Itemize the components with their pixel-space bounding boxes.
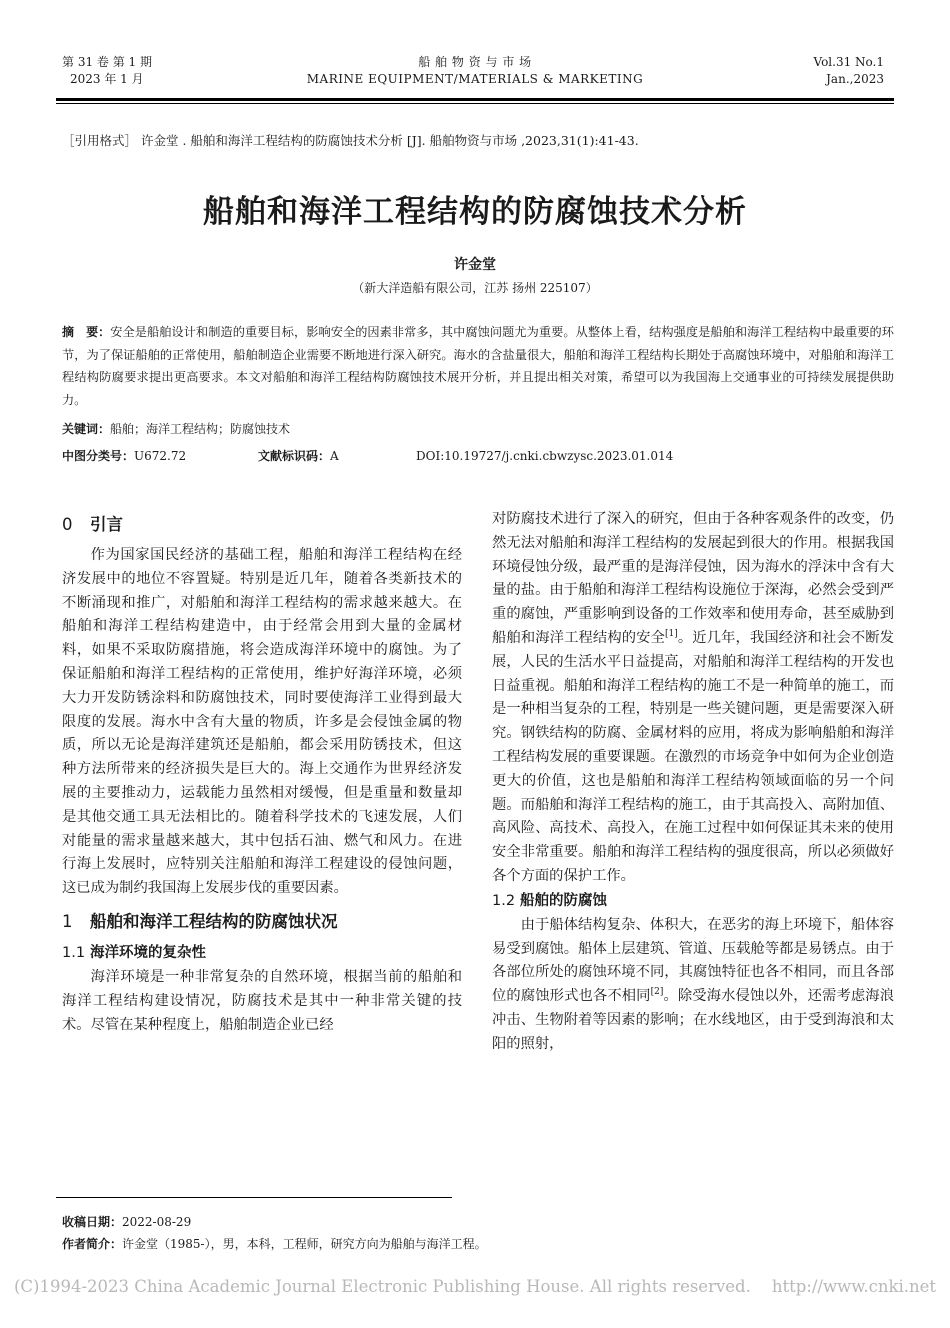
- citation-text: 许金堂 . 船舶和海洋工程结构的防腐蚀技术分析 [J]. 船舶物资与市场 ,2023,31(1):41-43.: [141, 133, 639, 148]
- author-bio: [62, 1235, 487, 1252]
- issue-date: 2023 年 1 月: [70, 72, 144, 86]
- author-name: 许金堂: [454, 257, 496, 273]
- received-date: [62, 1213, 191, 1230]
- journal-name-cn: 船 舶 物 资 与 市 场: [418, 55, 532, 69]
- section-1-1-heading: [62, 941, 462, 966]
- section-1-2-title: 船舶的防腐蚀: [520, 892, 607, 909]
- section-1-1-title: 海洋环境的复杂性: [90, 944, 206, 961]
- journal-name: [0, 54, 950, 88]
- section-1-1-number: 1.1: [62, 944, 86, 961]
- section-1-heading: [62, 907, 462, 937]
- footnote-rule: [56, 1197, 452, 1198]
- doc-code-value: A: [330, 449, 339, 463]
- doc-code-label: 文献标识码：: [258, 449, 331, 463]
- section-1-2-text-b: 。除受海水侵蚀以外，还需考虑海浪冲击、生物附着等因素的影响；在水线地区，由于受到海浪和太阳的照射，: [492, 988, 895, 1052]
- abstract: [62, 321, 894, 411]
- continued-text-b: 。近几年，我国经济和社会不断发展，人民的生活水平日益提高，对船舶和海洋工程结构的开发也日益重视。船舶和海洋工程结构的施工不是一种简单的施工，而是一种相当复杂的工程，特别是一些关键问题，更是需要深入研究。钢铁结构的防腐、金属材料的应用，将成为影响船舶和海洋工程结构发展的重要课题。在激烈的市场竞争中如何为企业创造更大的价值，这也是船舶和海洋工程结构领域面临的另一个问题。而船舶和海洋工程结构的施工，由于其高投入、高附加值、高风险、高技术、高投入，在施工过程中如何保证其未来的使用安全非常重要。船舶和海洋工程结构的强度很高，所以必须做好各个方面的保护工作。: [492, 629, 894, 884]
- journal-name-en: MARINE EQUIPMENT/MATERIALS & MARKETING: [306, 72, 644, 86]
- clc-label: 中图分类号：: [62, 449, 135, 463]
- copyright-watermark: (C)1994-2023 China Academic Journal Electronic Publishing House. All rights reserved. http://www.cnki.net: [13, 1277, 937, 1296]
- keywords-label: 关键词：: [62, 422, 111, 436]
- section-0-heading: [62, 510, 462, 540]
- abstract-label: 摘 要：: [62, 325, 111, 339]
- section-1-2-number: 1.2: [492, 892, 516, 909]
- keywords-text: 船舶；海洋工程结构；防腐蚀技术: [110, 422, 291, 436]
- section-1-2-heading: [492, 889, 894, 914]
- citation-format: [62, 131, 639, 149]
- paper-title: 船舶和海洋工程结构的防腐蚀技术分析: [203, 194, 747, 230]
- author-bio-value: 许金堂（1985-），男，本科，工程师，研究方向为船舶与海洋工程。: [122, 1237, 487, 1251]
- author-affiliation: （新大洋造船有限公司，江苏 扬州 225107）: [352, 281, 598, 295]
- abstract-text: 安全是船舶设计和制造的重要目标，影响安全的因素非常多，其中腐蚀问题尤为重要。从整体上看，结构强度是船舶和海洋工程结构中最重要的环节，为了保证船舶的正常使用，船舶制造企业需要不断地进行深入研究。海水的含盐量很大，船舶和海洋工程结构长期处于高腐蚀环境中，对船舶和海洋工程结构防腐要求提出更高要求。本文对船舶和海洋工程结构防腐蚀技术展开分析，并且提出相关对策，希望可以为我国海上交通事业的可持续发展提供助力。: [62, 325, 894, 407]
- header-rule-thick: [56, 98, 894, 101]
- section-0-paragraph: 作为国家国民经济的基础工程，船舶和海洋工程结构在经济发展中的地位不容置疑。特别是近几年，随着各类新技术的不断涌现和推广，对船舶和海洋工程结构的需求越来越大。在船舶和海洋工程结构建造中，由于经常会用到大量的金属材料，如果不采取防腐措施，将会造成海洋环境中的腐蚀。为了保证船舶和海洋工程结构的正常使用，维护好海洋环境，必须大力开发防锈涂料和防腐蚀技术，同时要使海洋工业得到最大限度的发展。海水中含有大量的物质，许多是会侵蚀金属的物质，所以无论是海洋建筑还是船舶，都会采用防锈技术，但这种方法所带来的经济损失是巨大的。海上交通作为世界经济发展的主要推动力，运载能力虽然相对缓慢，但是重量和数量却是其他交通工具无法相比的。随着科学技术的飞速发展，人们对能量的需求量越来越大，其中包括石油、燃气和风力。在进行海上发展时，应特别关注船舶和海洋工程建设的侵蚀问题，这已成为制约我国海上发展步伐的重要因素。: [62, 547, 462, 897]
- reference-1: [1]: [665, 629, 678, 640]
- doi: DOI:10.19727/j.cnki.cbwzysc.2023.01.014: [416, 449, 674, 463]
- clc-value: U672.72: [134, 449, 187, 463]
- section-1-1-paragraph-continued: [492, 508, 894, 889]
- author-bio-label: 作者简介：: [62, 1237, 123, 1251]
- received-value: 2022-08-29: [122, 1215, 192, 1229]
- body-left-column: [62, 508, 462, 1037]
- volume-issue: 第 31 卷 第 1 期: [62, 55, 152, 69]
- section-0-number: 0: [62, 515, 73, 534]
- classification-line: [62, 447, 894, 464]
- received-label: 收稿日期：: [62, 1215, 123, 1229]
- section-0-title: 引言: [90, 515, 123, 534]
- reference-2: [2]: [650, 987, 664, 998]
- section-1-1-paragraph: 海洋环境是一种非常复杂的自然环境，根据当前的船舶和海洋工程结构建设情况，防腐技术是其中一种非常关键的技术。尽管在某种程度上，船舶制造企业已经: [62, 968, 462, 1033]
- continued-text-a: 对防腐技术进行了深入的研究，但由于各种客观条件的改变，仍然无法对船舶和海洋工程结构的发展起到很大的作用。根据我国环境侵蚀分级，最严重的是海洋侵蚀，因为海水的浮沫中含有大量的盐。由于船舶和海洋工程结构设施位于深海，必然会受到严重的腐蚀，严重影响到设备的工作效率和使用寿命，甚至威胁到船舶和海洋工程结构的安全: [492, 511, 894, 646]
- volume-issue-en: Vol.31 No.1: [813, 55, 884, 69]
- header-rule-thin: [56, 103, 894, 104]
- section-1-number: 1: [62, 911, 73, 931]
- keywords: [62, 420, 290, 437]
- section-1-2-text-a: 由于船体结构复杂、体积大，在恶劣的海上环境下，船体容易受到腐蚀。船体上层建筑、管道、压载舱等都是易锈点。由于各部位所处的腐蚀环境不同，其腐蚀特征也各不相同，而且各部位的腐蚀形式也各不相同: [492, 916, 894, 1005]
- issue-date-en: Jan.,2023: [826, 72, 884, 86]
- section-1-title: 船舶和海洋工程结构的防腐蚀状况: [90, 911, 338, 931]
- body-right-column: [492, 508, 894, 1057]
- section-1-2-paragraph: [492, 914, 894, 1057]
- journal-issue-info-en: [814, 54, 885, 88]
- citation-label: ［引用格式］: [62, 133, 138, 148]
